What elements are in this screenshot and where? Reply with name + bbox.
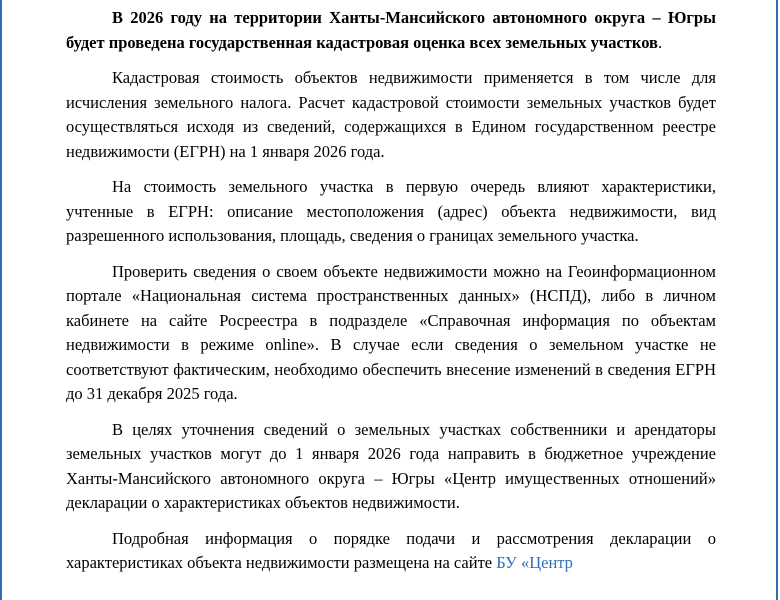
paragraph-declarations: В целях уточнения сведений о земельных участках собственники и арендаторы земельных участков могут до 1 января 2026 года направить в бюджетное учреждение Ханты-Мансийского автономного округа – Югры «Центр имущественных отношений» декларации о характеристиках объектов недвижимости. — [66, 419, 716, 512]
paragraph-characteristics: На стоимость земельного участка в первую очередь влияют характеристики, учтенные в ЕГРН: описание местоположения (адрес) объекта недвижимости, вид разрешенного использования, площадь, сведения о границах земельного участка. — [66, 177, 716, 245]
paragraph-cadastral-value: Кадастровая стоимость объектов недвижимости применяется в том числе для исчисления земельного налога. Расчет кадастровой стоимости земельных участков будет осуществляться исходя из сведений, содержащихся в Едином государственном реестре недвижимости (ЕГРН) на 1 января 2026 года. — [66, 68, 716, 161]
paragraph-check-info: Проверить сведения о своем объекте недвижимости можно на Геоинформационном портале «Национальная система пространственных данных» (НСПД), либо в личном кабинете на сайте Росреестра в подразделе «Справочная информация по объектам недвижимости в режиме online». В случае если сведения о земельном участке не соответствуют фактическим, необходимо обеспечить внесение изменений в сведения ЕГРН до 31 декабря 2025 года. — [66, 261, 716, 403]
center-website-link[interactable]: БУ «Центр — [496, 553, 573, 572]
paragraph-announcement — [66, 6, 716, 55]
document-page — [66, 6, 716, 587]
paragraph-more-info — [66, 527, 716, 576]
announcement-tail: . — [657, 32, 663, 52]
more-info-text: Подробная информация о порядке подачи и рассмотрения декларации о характеристиках объекта недвижимости размещена на сайте — [66, 528, 716, 572]
announcement-text: В 2026 году на территории Ханты-Мансийского автономного округа – Югры будет проведена государственная кадастровая оценка всех земельных участков — [66, 8, 716, 52]
